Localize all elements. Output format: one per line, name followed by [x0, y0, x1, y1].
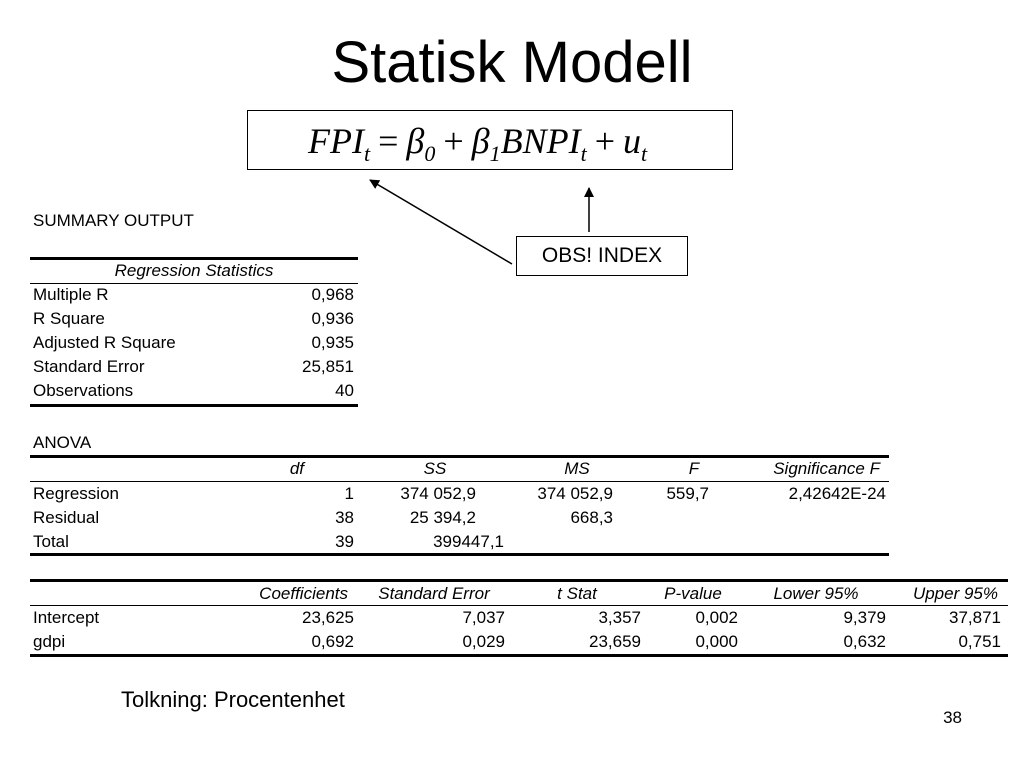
coef-header-p-value: P-value: [664, 584, 722, 603]
formula-u-sub: t: [641, 141, 648, 166]
anova-header-ms: MS: [564, 459, 590, 478]
coef-cell-upper-95: 0,751: [958, 632, 1001, 651]
formula-equals: =: [378, 121, 399, 161]
slide-title: Statisk Modell: [331, 30, 693, 95]
stat-value: 0,936: [311, 309, 354, 328]
obs-index-callout: OBS! INDEX: [516, 236, 688, 276]
anova-header-ss: SS: [423, 459, 447, 478]
anova-header-df: df: [289, 459, 304, 478]
coef-cell-t-stat: 3,357: [598, 608, 641, 627]
stat-label: Standard Error: [33, 357, 145, 376]
anova-cell-df: 1: [344, 484, 354, 503]
coef-cell-coefficient: 0,692: [311, 632, 354, 651]
coef-header-standard-error: Standard Error: [378, 584, 490, 603]
table-rule: [30, 257, 358, 260]
table-rule: [30, 654, 1008, 657]
formula-plus-2: +: [594, 121, 616, 161]
formula-beta0: β: [406, 121, 425, 161]
stat-label: Multiple R: [33, 285, 109, 304]
anova-cell-ss: 399447,1: [433, 532, 504, 551]
table-rule: [30, 283, 358, 284]
anova-row-label: Residual: [33, 508, 100, 527]
stat-value: 40: [335, 381, 354, 400]
stat-value: 0,968: [311, 285, 354, 304]
formula-lhs: FPI: [308, 121, 364, 161]
coef-cell-standard-error: 0,029: [462, 632, 505, 651]
coef-header-t-stat: t Stat: [557, 584, 597, 603]
coef-cell-t-stat: 23,659: [589, 632, 641, 651]
formula-x: BNPI: [500, 121, 581, 161]
anova-header-f: F: [688, 459, 700, 478]
coef-cell-lower-95: 0,632: [843, 632, 886, 651]
anova-header-significance-f: Significance F: [773, 459, 880, 478]
coef-cell-upper-95: 37,871: [949, 608, 1001, 627]
formula-plus-1: +: [443, 121, 464, 161]
table-rule: [30, 579, 1008, 582]
anova-cell-df: 38: [335, 508, 354, 527]
coef-cell-p-value: 0,000: [695, 632, 738, 651]
formula-beta1-sub: 1: [489, 141, 501, 166]
coef-cell-lower-95: 9,379: [843, 608, 886, 627]
formula-u: u: [623, 121, 642, 161]
anova-cell-ss: 25 394,2: [409, 508, 476, 527]
coef-row-label: Intercept: [33, 608, 100, 627]
anova-cell-ms: 668,3: [570, 508, 613, 527]
coef-row-label: gdpi: [33, 632, 66, 651]
stat-value: 25,851: [302, 357, 354, 376]
formula-beta1: β: [471, 121, 490, 161]
stat-label: Observations: [33, 381, 134, 400]
coef-cell-standard-error: 7,037: [462, 608, 505, 627]
table-rule: [30, 404, 358, 407]
coef-header-lower-95: Lower 95%: [773, 584, 859, 603]
formula-lhs-sub: t: [363, 141, 371, 166]
table-rule: [30, 481, 889, 482]
stat-label: R Square: [33, 309, 105, 328]
table-rule: [30, 455, 889, 458]
coef-header-coefficients: Coefficients: [259, 584, 348, 603]
anova-label: ANOVA: [33, 433, 92, 452]
anova-cell-significance-f: 2,42642E-24: [788, 484, 886, 503]
anova-row-label: Regression: [33, 484, 119, 503]
interpretation-note: Tolkning: Procentenhet: [121, 687, 345, 712]
anova-row-label: Total: [33, 532, 69, 551]
table-rule: [30, 605, 1008, 606]
anova-cell-df: 39: [335, 532, 354, 551]
coef-header-upper-95: Upper 95%: [912, 584, 998, 603]
page-number: 38: [943, 708, 962, 727]
stat-value: 0,935: [311, 333, 354, 352]
formula-beta0-sub: 0: [424, 141, 436, 166]
coef-cell-p-value: 0,002: [695, 608, 738, 627]
summary-output-label: SUMMARY OUTPUT: [33, 211, 194, 230]
coef-cell-coefficient: 23,625: [302, 608, 354, 627]
formula-x-sub: t: [580, 141, 587, 166]
table-rule: [30, 553, 889, 556]
stat-label: Adjusted R Square: [33, 333, 176, 352]
anova-cell-f: 559,7: [666, 484, 709, 503]
regression-statistics-header: Regression Statistics: [114, 261, 274, 280]
arrow-to-formula-lhs: [370, 180, 512, 264]
anova-cell-ss: 374 052,9: [400, 484, 476, 503]
anova-cell-ms: 374 052,9: [537, 484, 613, 503]
